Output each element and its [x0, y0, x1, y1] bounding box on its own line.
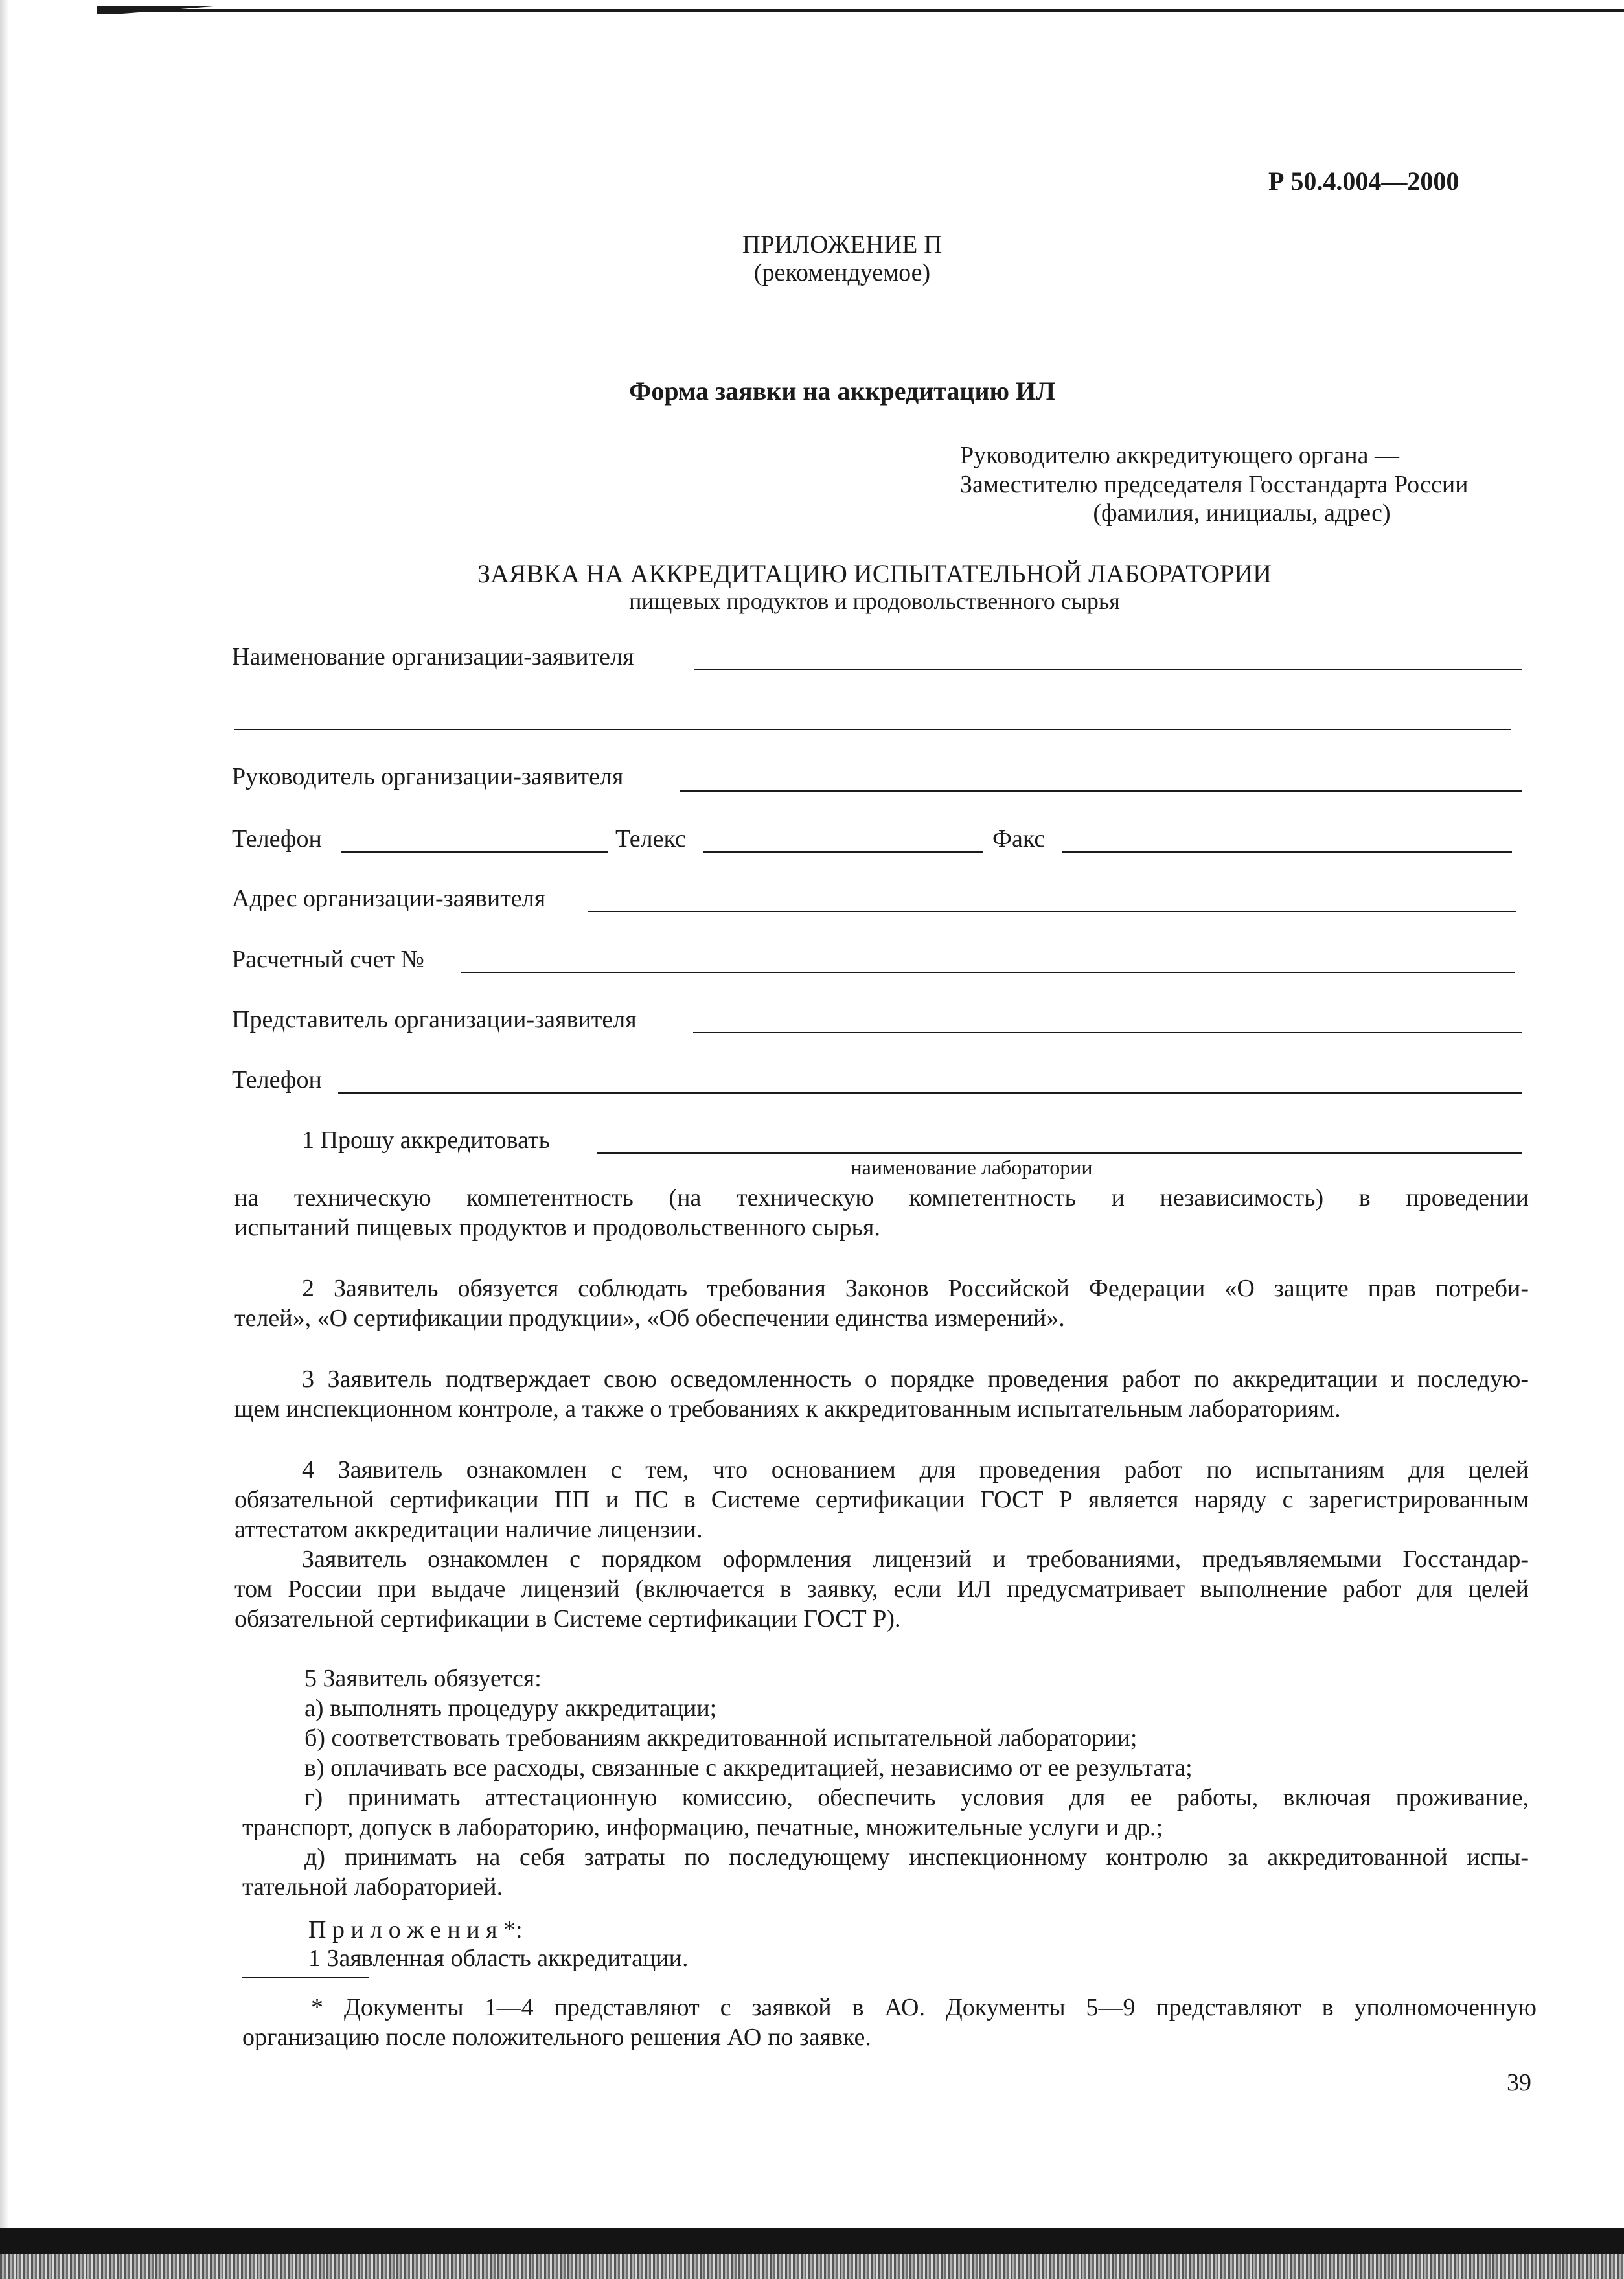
- label-account: Расчетный счет №: [232, 946, 424, 973]
- item-2-line-2: телей», «О сертификации продукции», «Об обеспечении единства измерений».: [234, 1305, 1065, 1332]
- item-1-line-2: испытаний пищевых продуктов и продовольственного сырья.: [234, 1214, 880, 1241]
- item-4-line-2: обязательной сертификации ПП и ПС в Системе сертификации ГОСТ Р является наряду с зарегистрированным: [234, 1486, 1529, 1513]
- item-3-line-2: щем инспекционном контроле, а также о требованиях к аккредитованным испытательным лабораториям.: [234, 1395, 1341, 1423]
- label-phone-2: Телефон: [232, 1066, 322, 1094]
- scan-top-edge: [0, 0, 1624, 14]
- item-4-line-1: 4 Заявитель ознакомлен с тем, что основанием для проведения работ по испытаниям для целей: [302, 1456, 1529, 1483]
- field-fax-line[interactable]: [1062, 851, 1512, 853]
- field-address-line[interactable]: [588, 911, 1516, 912]
- field-telex-line[interactable]: [703, 851, 983, 853]
- footnote-line-2: организацию после положительного решения АО по заявке.: [242, 2024, 871, 2051]
- scan-left-edge: [0, 0, 9, 2248]
- document-code: Р 50.4.004—2000: [1268, 166, 1459, 196]
- item-5-c: в) оплачивать все расходы, связанные с аккредитацией, независимо от ее результата;: [304, 1754, 1193, 1781]
- item-5-lead: 5 Заявитель обязуется:: [304, 1665, 542, 1692]
- addressee-line-3: (фамилия, инициалы, адрес): [1093, 499, 1391, 527]
- laboratory-name-caption: наименование лаборатории: [851, 1156, 1093, 1179]
- field-account-line[interactable]: [461, 972, 1515, 973]
- item-4-line-6: обязательной сертификации в Системе сертификации ГОСТ Р).: [234, 1605, 901, 1632]
- item-5-a: а) выполнять процедуру аккредитации;: [304, 1695, 717, 1722]
- item-5-d-line-2: транспорт, допуск в лабораторию, информацию, печатные, множительные услуги и др.;: [242, 1814, 1163, 1841]
- item-4-line-4: Заявитель ознакомлен с порядком оформления лицензий и требованиями, предъявляемыми Госстандар-: [302, 1546, 1529, 1573]
- label-org-name: Наименование организации-заявителя: [232, 643, 634, 670]
- item-5-e-line-1: д) принимать на себя затраты по последующему инспекционному контролю за аккредитованной испы-: [304, 1844, 1529, 1871]
- attachments-item-1: 1 Заявленная область аккредитации.: [308, 1945, 689, 1972]
- scan-bottom-edge: [0, 2228, 1624, 2279]
- attachments-title: П р и л о ж е н и я *:: [308, 1916, 523, 1943]
- field-laboratory-name-line[interactable]: [597, 1152, 1522, 1154]
- addressee-line-2: Заместителю председателя Госстандарта России: [960, 471, 1469, 498]
- footnote-line-1: * Документы 1—4 представляют с заявкой в АО. Документы 5—9 представляют в уполномоченную: [311, 1994, 1537, 2021]
- field-phone-line[interactable]: [341, 851, 608, 853]
- appendix-subtitle: (рекомендуемое): [753, 259, 931, 286]
- item-5-b: б) соответствовать требованиям аккредитованной испытательной лаборатории;: [304, 1724, 1138, 1752]
- field-org-name-line-2[interactable]: [234, 729, 1511, 730]
- item-3-line-1: 3 Заявитель подтверждает свою осведомленность о порядке проведения работ по аккредитации и последую-: [302, 1366, 1529, 1393]
- item-1-line-1: на техническую компетентность (на техническую компетентность и независимость) в проведении: [234, 1184, 1529, 1211]
- label-representative: Представитель организации-заявителя: [232, 1006, 637, 1033]
- field-head-line[interactable]: [680, 790, 1522, 792]
- label-head: Руководитель организации-заявителя: [232, 763, 624, 790]
- page-number: 39: [1507, 2069, 1531, 2096]
- field-phone-2-line[interactable]: [338, 1092, 1522, 1094]
- form-title: Форма заявки на аккредитацию ИЛ: [629, 376, 1055, 406]
- item-4-line-5: том России при выдаче лицензий (включается в заявку, если ИЛ предусматривает выполнение работ для целей: [234, 1575, 1529, 1603]
- label-fax: Факс: [992, 825, 1046, 853]
- application-subtitle: пищевых продуктов и продовольственного сырья: [629, 588, 1120, 614]
- item-1-lead: 1 Прошу аккредитовать: [302, 1127, 550, 1154]
- label-address: Адрес организации-заявителя: [232, 885, 546, 912]
- item-4-line-3: аттестатом аккредитации наличие лицензии.: [234, 1516, 703, 1543]
- application-title: ЗАЯВКА НА АККРЕДИТАЦИЮ ИСПЫТАТЕЛЬНОЙ ЛАБОРАТОРИИ: [477, 559, 1272, 588]
- addressee-line-1: Руководителю аккредитующего органа —: [960, 442, 1399, 469]
- label-telex: Телекс: [615, 825, 686, 853]
- item-2-line-1: 2 Заявитель обязуется соблюдать требования Законов Российской Федерации «О защите прав потреби-: [302, 1275, 1529, 1302]
- field-org-name-line-1[interactable]: [694, 669, 1522, 670]
- item-5-e-line-2: тательной лабораторией.: [242, 1873, 503, 1901]
- field-representative-line[interactable]: [693, 1032, 1522, 1033]
- appendix-title: ПРИЛОЖЕНИЕ П: [742, 231, 943, 258]
- item-5-d-line-1: г) принимать аттестационную комиссию, обеспечить условия для ее работы, включая проживание,: [304, 1784, 1529, 1811]
- footnote-separator: [242, 1977, 369, 1978]
- label-phone: Телефон: [232, 825, 322, 853]
